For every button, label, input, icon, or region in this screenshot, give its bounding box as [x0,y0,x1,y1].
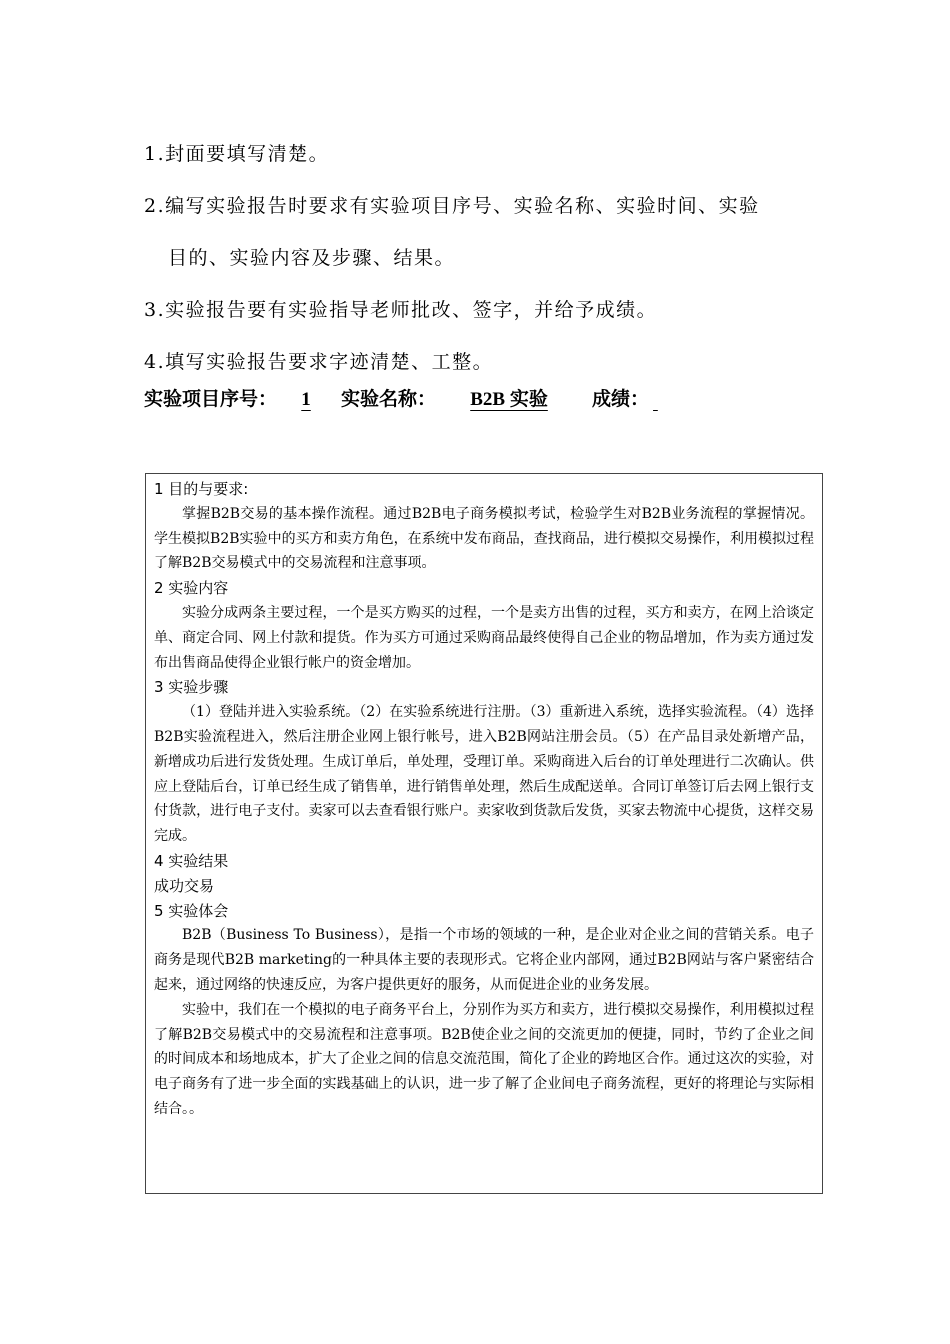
instruction-item-3: 3.实验报告要有实验指导老师批改、签字，并给予成绩。 [144,299,658,321]
experiment-name-value: B2B 实验 [470,389,548,410]
sequence-value: 1 [301,389,311,410]
section-4-title: 4 实验结果 [154,851,229,870]
instructions-list [144,128,844,388]
section-1-title: 1 目的与要求: [154,480,249,498]
section-2-title: 2 实验内容 [154,579,229,598]
instruction-item-2: 2.编写实验报告时要求有实验项目序号、实验名称、实验时间、实验 [144,195,760,217]
experiment-meta-line [144,381,721,418]
sequence-label: 实验项目序号： [144,388,278,410]
section-1-body: 掌握B2B交易的基本操作流程。通过B2B电子商务模拟考试，检验学生对B2B业务流程的掌握情况。学生模拟B2B实验中的买方和卖方角色，在系统中发布商品，查找商品，进行模拟交易操作，利用模拟过程了解B2B交易模式中的交易流程和注意事项。 [154,505,814,572]
grade-label: 成绩： [592,388,650,410]
section-4-result: 成功交易 [154,876,215,895]
instruction-item-4: 4.填写实验报告要求字迹清楚、工整。 [144,351,494,373]
section-5-title: 5 实验体会 [154,901,229,920]
grade-value [653,382,721,418]
section-3-title: 3 实验步骤 [154,678,229,697]
section-3-body: （1）登陆并进入实验系统。（2）在实验系统进行注册。（3）重新进入系统，选择实验流程。（4）选择B2B实验流程进入，然后注册企业网上银行帐号，进入B2B网站注册会员。（5）在产品目录处新增产品，新增成功后进行发货处理。生成订单后，单处理，受理订单。采购商进入后台的订单处理进行二次确认。供应上登陆后台，订单已经生成了销售单，进行销售单处理，然后生成配送单。合同订单签订后去网上银行支付货款，进行电子支付。卖家可以去查看银行账户。卖家收到货款后发货，买家去物流中心提货，这样交易完成。 [154,704,814,845]
report-content-box [145,473,823,1194]
section-5-body-2: 实验中，我们在一个模拟的电子商务平台上，分别作为买方和卖方，进行模拟交易操作，利用模拟过程了解B2B交易模式中的交易流程和注意事项。B2B使企业之间的交流更加的便捷，同时，节约了企业之间的时间成本和场地成本，扩大了企业之间的信息交流范围，简化了企业的跨地区合作。通过这次的实验，对电子商务有了进一步全面的实践基础上的认识，进一步了解了企业间电子商务流程，更好的将理论与实际相结合。。 [154,1001,814,1117]
experiment-name-label: 实验名称： [341,388,437,410]
section-2-body: 实验分成两条主要过程，一个是买方购买的过程，一个是卖方出售的过程，买方和卖方，在网上洽谈定单、商定合同、网上付款和提货。作为买方可通过采购商品最终使得自己企业的物品增加，作为卖方通过发布出售商品使得企业银行帐户的资金增加。 [154,604,814,671]
instruction-item-2-continued: 目的、实验内容及步骤、结果。 [168,247,456,269]
instruction-item-1: 1.封面要填写清楚。 [144,143,330,165]
section-5-body-1: B2B（Business To Business），是指一个市场的领域的一种，是企业对企业之间的营销关系。电子商务是现代B2B marketing的一种具体主要的表现形式。它将企业内部网，通过B2B网站与客户紧密结合起来，通过网络的快速反应，为客户提供更好的服务，从而促进企业的业务发展。 [154,927,814,993]
